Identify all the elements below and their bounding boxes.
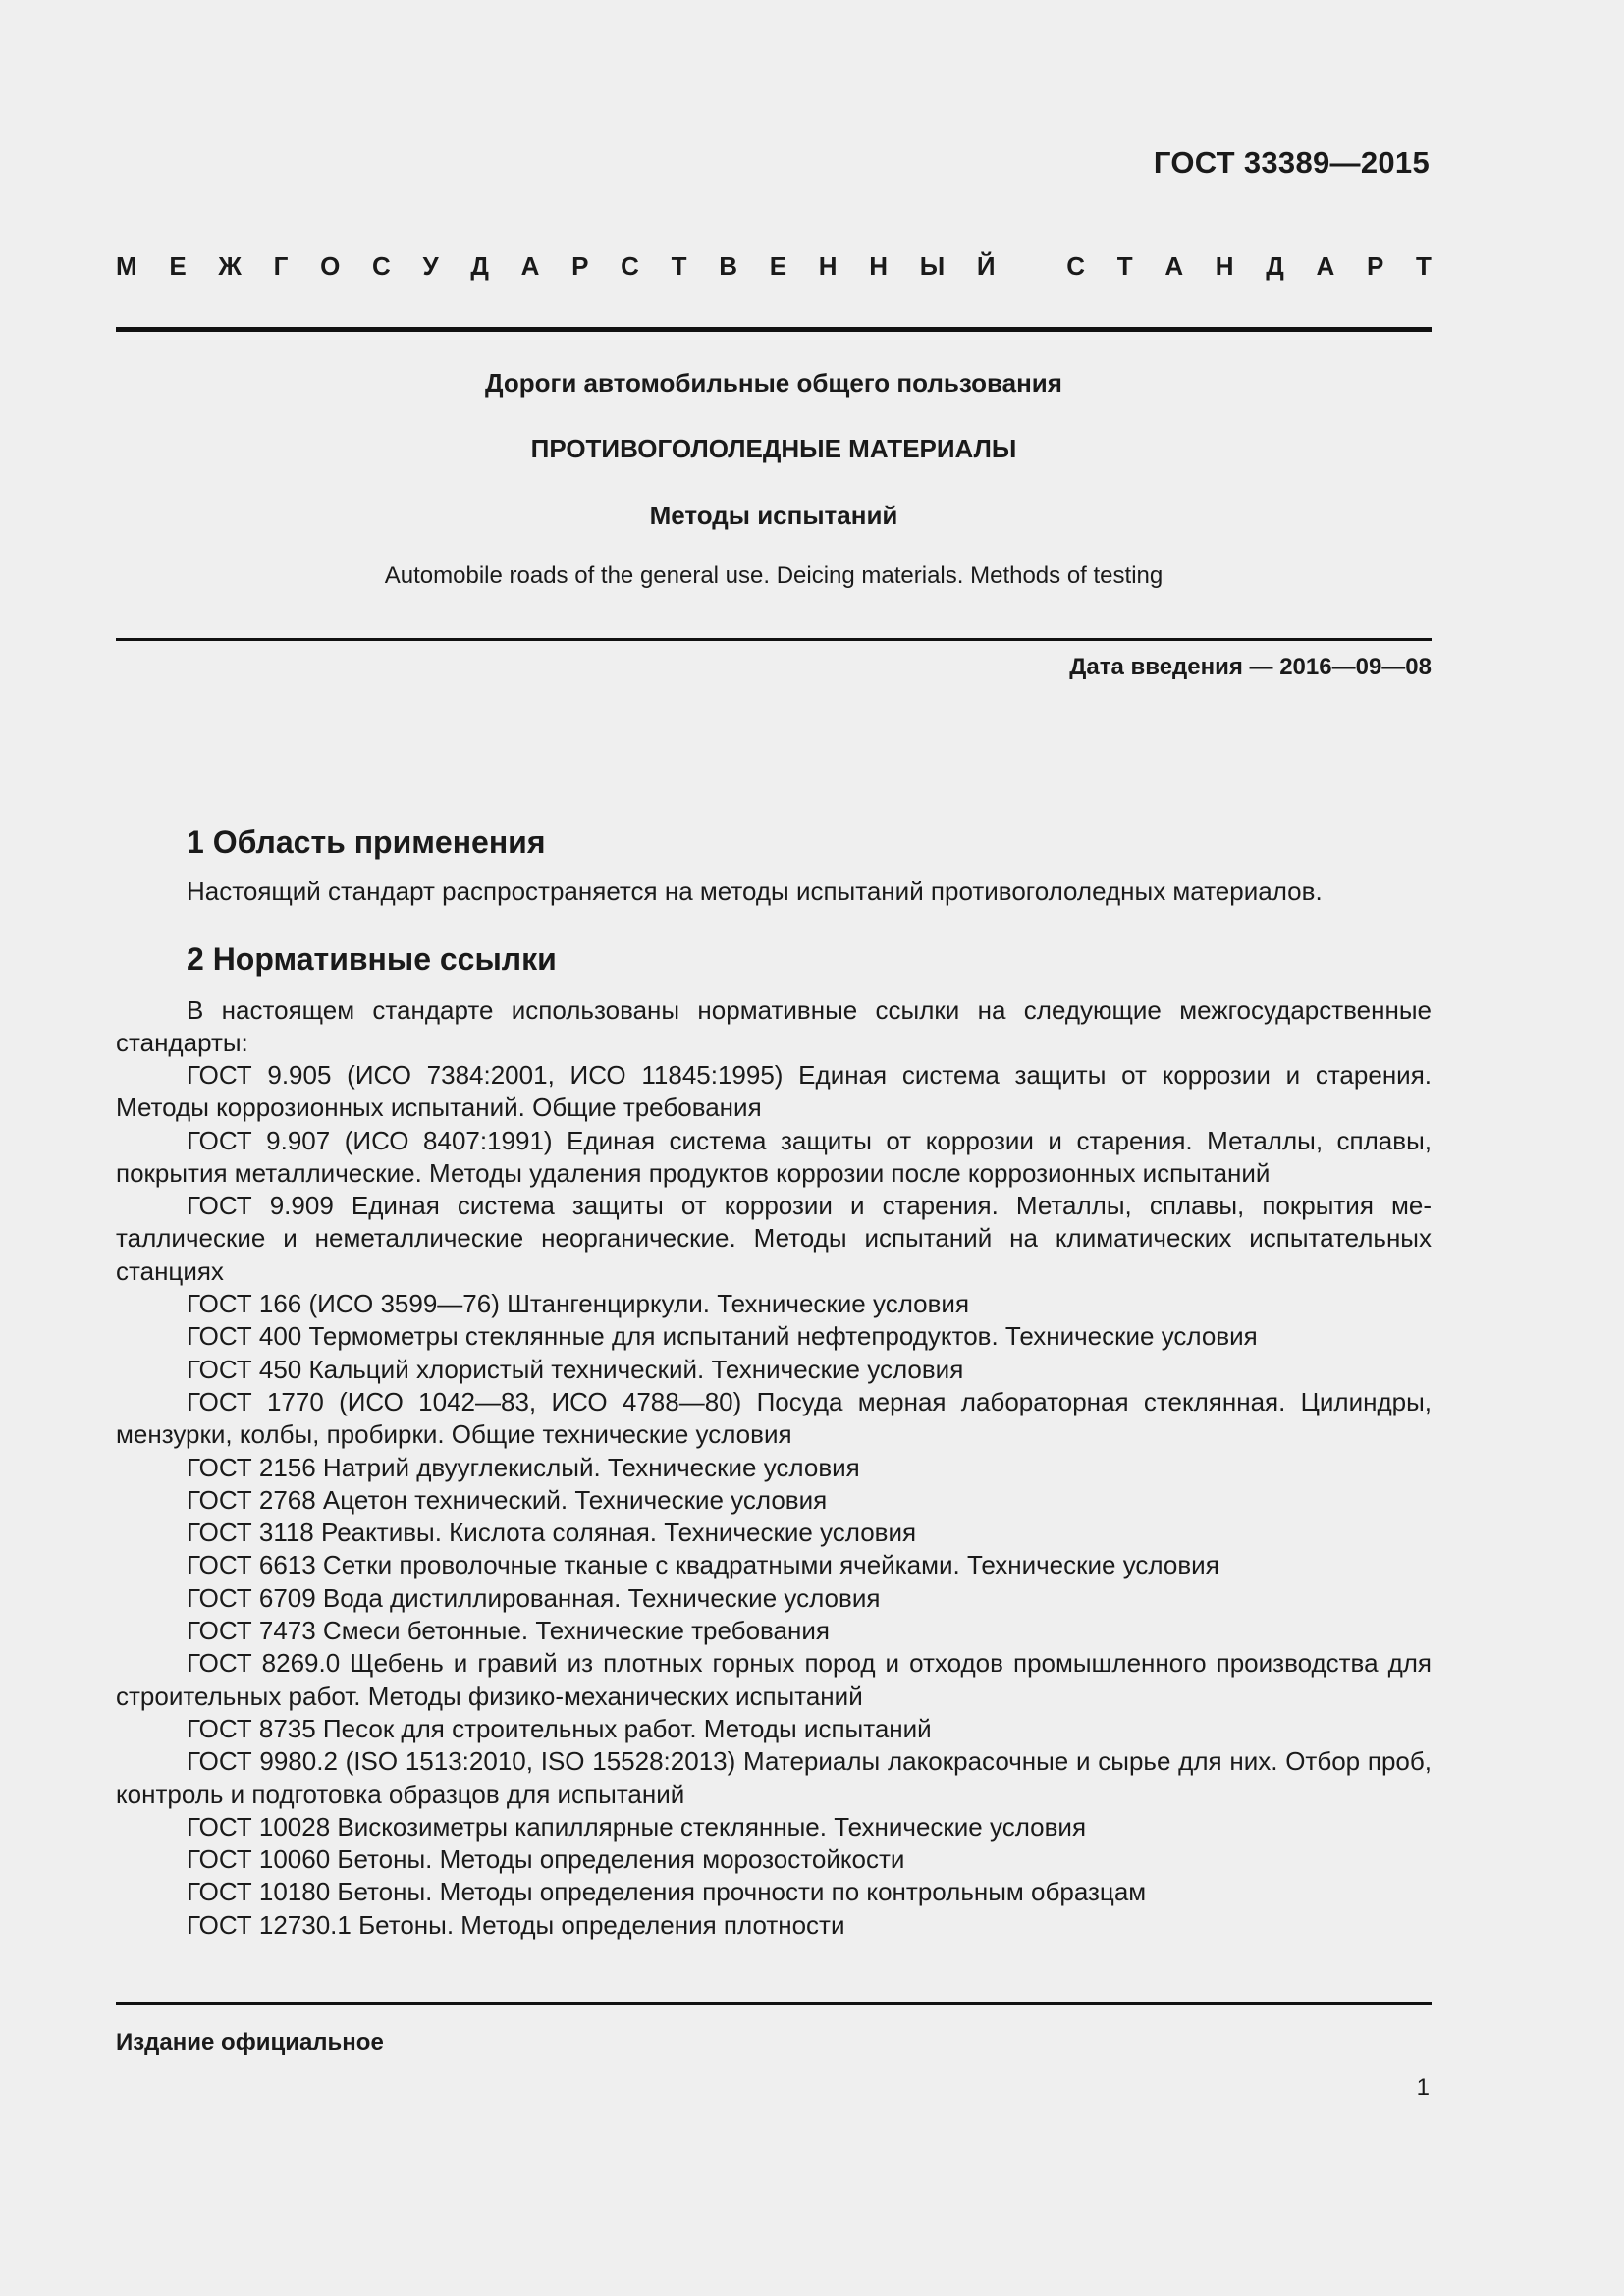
reference-item: ГОСТ 9.909 Единая система защиты от коррозии и старения. Металлы, сплавы, покрытия металлические и неметаллические неорганические. Методы испытаний на климатических испытательных станциях — [116, 1191, 1432, 1286]
footer-divider — [116, 2002, 1432, 2005]
title-divider — [116, 638, 1432, 641]
standard-type-letter — [1027, 251, 1034, 282]
reference-item: ГОСТ 6709 Вода дистиллированная. Технические условия — [187, 1582, 881, 1613]
reference-item: ГОСТ 12730.1 Бетоны. Методы определения плотности — [187, 1909, 845, 1940]
standard-type-letter: Е — [169, 251, 187, 281]
document-body — [116, 821, 1432, 1942]
standard-type-letter: С — [372, 251, 391, 281]
reference-item: ГОСТ 3118 Реактивы. Кислота соляная. Технические условия — [187, 1518, 917, 1548]
title-english: Automobile roads of the general use. Deicing materials. Methods of testing — [384, 562, 1164, 589]
standard-type-letter: А — [1164, 251, 1184, 281]
reference-item: ГОСТ 2156 Натрий двууглекислый. Технические условия — [187, 1452, 860, 1482]
page-number: 1 — [1416, 2074, 1430, 2101]
reference-item: ГОСТ 10060 Бетоны. Методы определения морозостойкости — [187, 1844, 905, 1875]
reference-item: ГОСТ 10028 Вискозиметры капиллярные стеклянные. Технические условия — [187, 1811, 1087, 1842]
standard-type-letter: Т — [671, 251, 687, 281]
reference-item: ГОСТ 10180 Бетоны. Методы определения прочности по контрольным образцам — [187, 1877, 1147, 1907]
standard-type-letter: Й — [976, 251, 996, 281]
standard-type-letter: Д — [1266, 251, 1284, 281]
standard-type-letter: Н — [869, 251, 889, 281]
standard-type-letter: Н — [1215, 251, 1234, 281]
standard-type-heading — [116, 251, 1432, 282]
standard-type-letter: Н — [818, 251, 838, 281]
section-2-heading: 2 Нормативные ссылки — [187, 941, 557, 977]
standard-type-letter: У — [422, 251, 439, 281]
standard-type-letter: Р — [571, 251, 589, 281]
standard-type-letter: В — [719, 251, 738, 281]
standard-type-letter: Е — [769, 251, 787, 281]
standard-type-letter: Г — [273, 251, 289, 281]
section-1-heading: 1 Область применения — [187, 825, 546, 860]
standard-type-letter: Ж — [218, 251, 242, 281]
reference-item: ГОСТ 2768 Ацетон технический. Технические условия — [187, 1484, 828, 1515]
title-line-2: ПРОТИВОГОЛОЛЕДНЫЕ МАТЕРИАЛЫ — [530, 434, 1017, 463]
introduction-date: Дата введения — 2016—09—08 — [1069, 654, 1432, 680]
standard-type-letter: А — [520, 251, 540, 281]
standard-type-letter: М — [116, 251, 137, 281]
reference-item: ГОСТ 7473 Смеси бетонные. Технические требования — [187, 1616, 830, 1646]
standard-type-letter: С — [621, 251, 639, 281]
reference-item: ГОСТ 400 Термометры стеклянные для испытаний нефтепродуктов. Технические условия — [187, 1321, 1258, 1352]
reference-item: ГОСТ 9980.2 (ISO 1513:2010, ISO 15528:2013) Материалы лакокрасочные и сырье для них. Отбор проб, контроль и подготовка образцов для испытаний — [116, 1746, 1432, 1809]
standard-type-letter: О — [320, 251, 341, 281]
section-2-intro: В настоящем стандарте использованы нормативные ссылки на следующие межгосударственные стандарты: — [116, 995, 1432, 1057]
references-list — [116, 1059, 1432, 1942]
standard-type-letter: Т — [1116, 251, 1133, 281]
standard-type-letter: Р — [1367, 251, 1384, 281]
reference-item: ГОСТ 9.907 (ИСО 8407:1991) Единая система защиты от коррозии и старения. Металлы, сплавы, покрытия металлические. Методы удаления продуктов коррозии после коррозионных испытаний — [116, 1125, 1432, 1188]
reference-item: ГОСТ 166 (ИСО 3599—76) Штангенциркули. Технические условия — [187, 1289, 970, 1319]
document-number: ГОСТ 33389—2015 — [1153, 145, 1430, 180]
reference-item: ГОСТ 450 Кальций хлористый технический. Технические условия — [187, 1354, 964, 1384]
reference-item: ГОСТ 8735 Песок для строительных работ. Методы испытаний — [187, 1713, 932, 1743]
top-divider — [116, 327, 1432, 332]
standard-type-letter: С — [1066, 251, 1086, 281]
title-line-3: Методы испытаний — [649, 501, 898, 530]
standard-type-letter: А — [1316, 251, 1335, 281]
standard-type-letter: Ы — [919, 251, 946, 281]
reference-item: ГОСТ 9.905 (ИСО 7384:2001, ИСО 11845:1995) Единая система защиты от коррозии и старения. Методы коррозионных испытаний. Общие требования — [116, 1060, 1432, 1123]
standard-type-letter: Д — [470, 251, 489, 281]
reference-item: ГОСТ 1770 (ИСО 1042—83, ИСО 4788—80) Посуда мерная лабораторная стеклянная. Цилиндры, мензурки, колбы, пробирки. Общие технические условия — [116, 1386, 1432, 1450]
standard-type-letter: Т — [1416, 251, 1432, 281]
reference-item: ГОСТ 6613 Сетки проволочные тканые с квадратными ячейками. Технические условия — [187, 1550, 1219, 1580]
title-line-1: Дороги автомобильные общего пользования — [485, 368, 1062, 398]
edition-label: Издание официальное — [116, 2029, 384, 2056]
reference-item: ГОСТ 8269.0 Щебень и гравий из плотных горных пород и отходов промышленного производства для строительных работ. Методы физико-механических испытаний — [116, 1648, 1432, 1711]
section-1-text: Настоящий стандарт распространяется на методы испытаний противогололедных материалов. — [187, 877, 1323, 906]
